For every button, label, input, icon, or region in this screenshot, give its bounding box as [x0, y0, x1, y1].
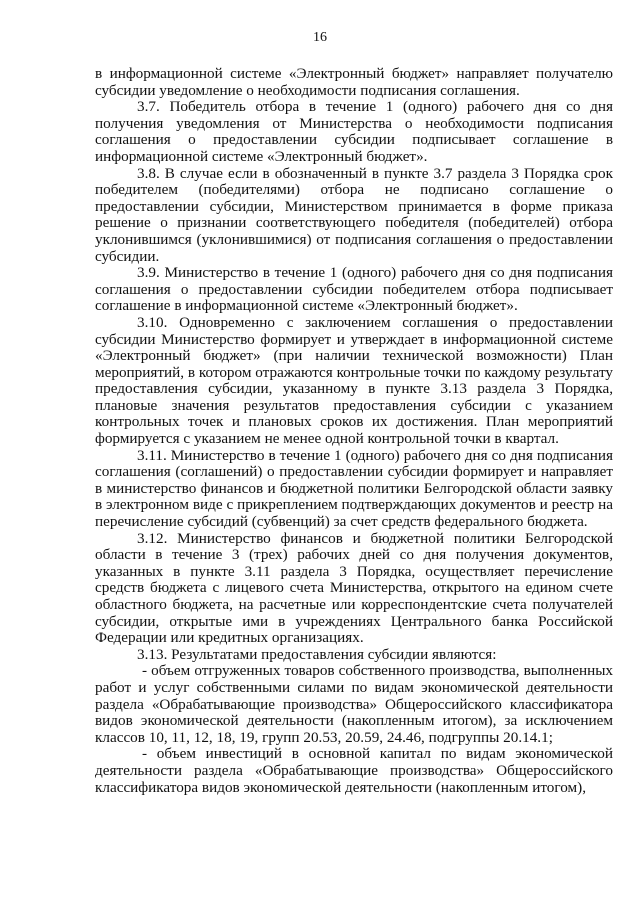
paragraph-continuation: в информационной системе «Электронный бюджет» направляет получателю субсидии уведомление о необходимости подписания соглашения.	[95, 65, 613, 99]
paragraph-3-12: 3.12. Министерство финансов и бюджетной политики Белгородской области в течение 3 (трех) рабочих дней со дня получения документов, указанных в пункте 3.11 раздела 3 Порядка, осуществляет перечисление средств бюджета с лицевого счета Министерства, открытого на едином счете областного бюджета, на расчетные или корреспондентские счета получателей субсидии, открытые ими в учреждениях Центрального банка Российской Федерации или кредитных организациях.	[95, 529, 613, 647]
paragraph-3-10: 3.10. Одновременно с заключением соглашения о предоставлении субсидии Министерство формирует и утверждает в информационной системе «Электронный бюджет» (при наличии технической возможности) План мероприятий, в котором отражаются контрольные точки по каждому результату предоставления субсидии, указанному в пункте 3.13 раздела 3 Порядка, плановые значения результатов предоставления субсидии с указанием контрольных точек и плановых сроков их достижения. План мероприятий формируется с указанием не менее одной контрольной точки в квартал.	[95, 313, 613, 448]
paragraph-3-7: 3.7. Победитель отбора в течение 1 (одного) рабочего дня со дня получения уведомления от Министерства о необходимости подписания соглашения о предоставлении субсидии подписывает соглашение в информационной системе «Электронный бюджет».	[95, 98, 613, 165]
document-body	[95, 66, 613, 796]
paragraph-3-8: 3.8. В случае если в обозначенный в пункте 3.7 раздела 3 Порядка срок победителем (победителями) отбора не подписано соглашение о предоставлении субсидии, Министерством принимается в форме приказа решение о признании соответствующего победителя (победителей) отбора уклонившимся (уклонившимися) от подписания соглашения о предоставлении субсидии.	[95, 164, 613, 265]
paragraph-3-11: 3.11. Министерство в течение 1 (одного) рабочего дня со дня подписания соглашения (соглашений) о предоставлении субсидии формирует и направляет в министерство финансов и бюджетной политики Белгородской области заявку в электронном виде с прикреплением подтверждающих документов и реестр на перечисление субсидий (субвенций) за счет средств федерального бюджета.	[95, 446, 613, 531]
page-number: 16	[313, 30, 327, 45]
paragraph-3-9: 3.9. Министерство в течение 1 (одного) рабочего дня со дня подписания соглашения о предоставлении субсидии победителем отбора подписывает соглашение в информационной системе «Электронный бюджет».	[95, 264, 613, 315]
list-item-investments: - объем инвестиций в основной капитал по видам экономической деятельности раздела «Обрабатывающие производства» Общероссийского классификатора видов экономической деятельности (накопленным итогом),	[95, 745, 613, 796]
list-item-shipped-goods: - объем отгруженных товаров собственного производства, выполненных работ и услуг собственными силами по видам экономической деятельности раздела «Обрабатывающие производства» Общероссийского классификатора видов экономической деятельности (накопленным итогом), за исключением классов 10, 11, 12, 18, 19, групп 20.53, 20.59, 24.46, подгруппы 20.14.1;	[95, 662, 613, 746]
paragraph-3-13: 3.13. Результатами предоставления субсидии являются:	[137, 645, 497, 663]
